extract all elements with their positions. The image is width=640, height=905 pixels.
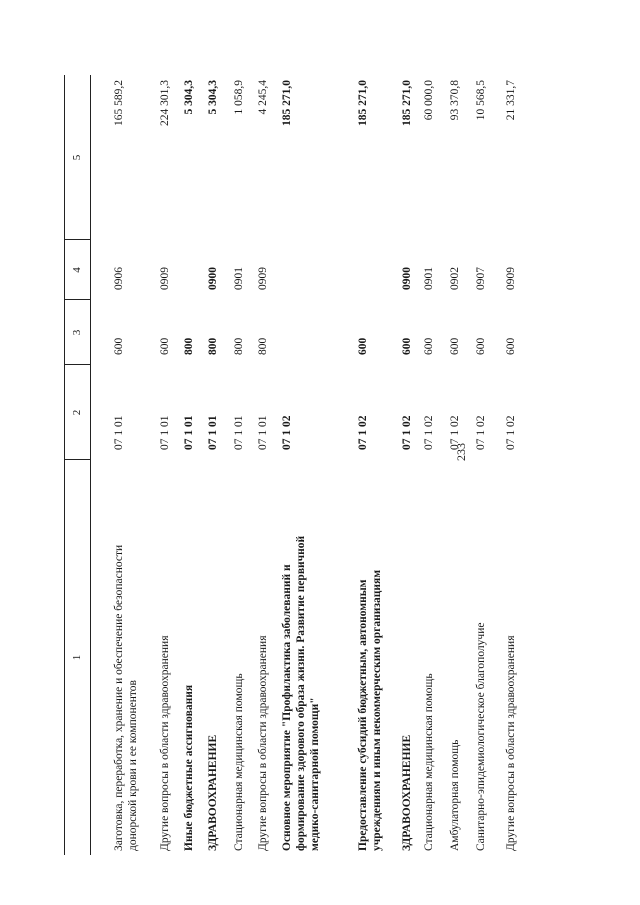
row-expense-type: 800 [207,337,219,355]
row-section-code: 0909 [257,267,269,290]
row-section-code: 0901 [423,267,435,290]
row-section-code: 0909 [505,267,517,290]
row-amount: 185 271,0 [357,80,369,126]
row-section-code: 0900 [401,267,413,290]
row-name: Другие вопросы в области здравоохранения [505,635,517,851]
row-target-code: 07 1 02 [281,415,293,450]
row-expense-type: 600 [505,337,517,355]
row-expense-type: 800 [183,337,195,355]
row-amount: 185 271,0 [281,80,293,126]
row-expense-type: 600 [449,337,461,355]
row-expense-type: 600 [159,337,171,355]
header-col-4: 4 [71,267,83,273]
row-name: Основное мероприятие "Профилактика заболеваний и формирование здорового образа жизни. Развитие первичной медико-санитарной помощи" [281,535,321,851]
row-amount: 185 271,0 [401,80,413,126]
page-number: 233 [454,443,468,461]
row-expense-type: 600 [113,337,125,355]
row-name: Санитарно-эпидемиологическое благополучие [475,622,487,851]
row-section-code: 0900 [207,267,219,290]
header-col-5: 5 [71,154,83,161]
row-target-code: 07 1 02 [475,415,487,450]
row-target-code: 07 1 01 [257,415,269,450]
header-col-3: 3 [71,329,83,336]
row-target-code: 07 1 02 [401,415,413,450]
row-target-code: 07 1 01 [233,415,245,450]
header-col-1: 1 [71,654,83,661]
row-name: ЗДРАВООХРАНЕНИЕ [207,734,219,851]
row-target-code: 07 1 01 [207,415,219,450]
row-target-code: 07 1 02 [357,415,369,450]
row-amount: 1 058,9 [233,80,245,115]
row-name: Стационарная медицинская помощь [423,673,435,851]
row-expense-type: 600 [357,337,369,355]
row-name: Другие вопросы в области здравоохранения [159,635,171,851]
row-expense-type: 600 [401,337,413,355]
row-section-code: 0906 [113,267,125,290]
row-name: Другие вопросы в области здравоохранения [257,635,269,851]
row-expense-type: 600 [423,337,435,355]
row-amount: 165 589,2 [113,80,125,126]
row-target-code: 07 1 01 [159,415,171,450]
row-amount: 5 304,3 [207,80,219,115]
row-expense-type: 600 [475,337,487,355]
table-top-border [64,75,65,855]
rotated-page [64,75,624,855]
row-target-code: 07 1 01 [113,415,125,450]
row-name: ЗДРАВООХРАНЕНИЕ [401,734,413,851]
row-amount: 21 331,7 [505,80,517,121]
row-name: Амбулаторная помощь [449,739,461,851]
header-col-2: 2 [71,409,83,416]
header-bottom-border [90,75,91,855]
row-amount: 93 370,8 [449,80,461,121]
row-name: Стационарная медицинская помощь [233,673,245,851]
row-name: Предоставление субсидий бюджетным, автономным учреждениям и иным некоммерческим организациям [357,569,383,851]
row-target-code: 07 1 02 [423,415,435,450]
row-section-code: 0907 [475,267,487,290]
row-target-code: 07 1 02 [449,415,461,450]
row-section-code: 0909 [159,267,171,290]
row-amount: 5 304,3 [183,80,195,115]
row-expense-type: 800 [233,337,245,355]
row-section-code: 0902 [449,267,461,290]
budget-table [64,75,624,855]
row-amount: 10 568,5 [475,80,487,121]
row-amount: 224 301,3 [159,80,171,126]
row-section-code: 0901 [233,267,245,290]
row-target-code: 07 1 01 [183,415,195,450]
row-name: Иные бюджетные ассигнования [183,684,195,851]
row-amount: 60 000,0 [423,80,435,121]
row-target-code: 07 1 02 [505,415,517,450]
row-name: Заготовка, переработка, хранение и обеспечение безопасности донорской крови и ее компонентов [113,544,139,851]
row-amount: 4 245,4 [257,80,269,115]
row-expense-type: 800 [257,337,269,355]
